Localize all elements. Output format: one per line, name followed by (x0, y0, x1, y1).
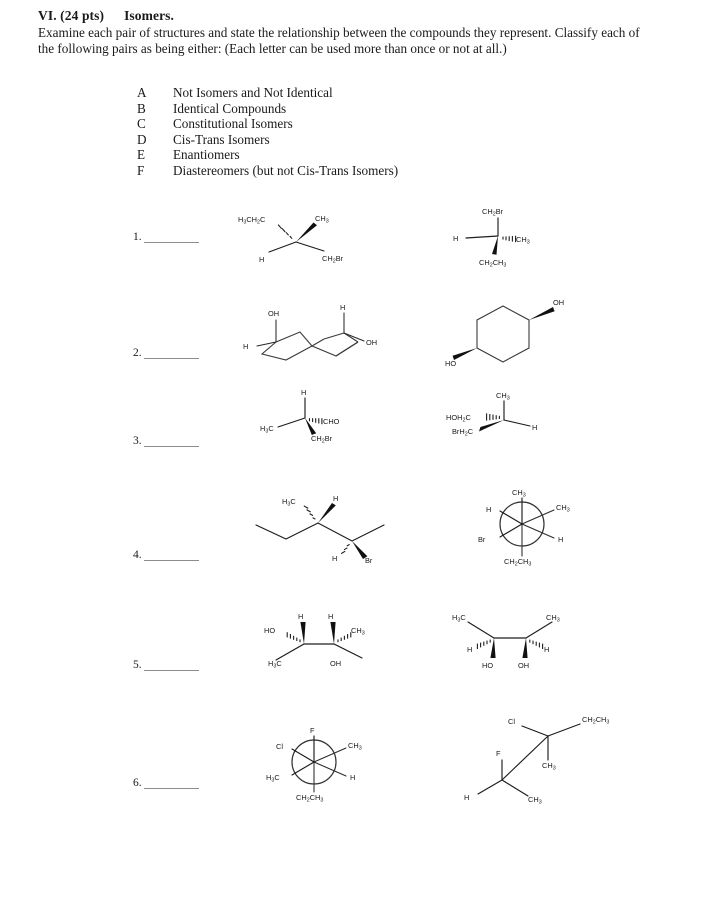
q3-left-label-ch2br: $CH_2Br$ (311, 434, 333, 445)
q5-right-label-h2: H (544, 645, 550, 654)
q1-left-label-ch2br: $CH_2Br$ (322, 254, 344, 265)
legend-item-f (137, 163, 567, 179)
legend-letter-c: C (137, 116, 146, 132)
legend-letter-d: D (137, 131, 147, 147)
page-title (38, 8, 658, 24)
section-number: VI. (38, 8, 57, 23)
q3-right-label-brh2c: BrH$_2$C (452, 427, 474, 438)
question-6-structure-left (252, 718, 392, 802)
q3-right-label-h: H (532, 423, 538, 432)
q3-left-label-cho: CHO (323, 417, 340, 426)
question-5-number: 5. (133, 659, 142, 671)
q3-right-label-methyl: $CH_3$ (496, 391, 510, 402)
q5-left-label-h2: H (328, 612, 334, 621)
q2-right-label-ho: HO (445, 359, 457, 368)
q5-right-label-methyl-upper: $H_3C$ (452, 613, 466, 624)
q4-left-label-h-wedge: H (333, 494, 339, 503)
question-2-structure-left (240, 296, 390, 366)
legend-item-d (137, 132, 567, 148)
header-block (38, 8, 658, 58)
question-5-answer-slot[interactable] (133, 660, 199, 671)
q6-right-label-h: H (464, 793, 470, 802)
q4-right-label-back-methyl: $CH_3$ (556, 503, 570, 514)
q1-right-label-methyl: $CH_3$ (516, 235, 530, 246)
q6-right-label-cl: Cl (508, 717, 515, 726)
q4-left-label-br: Br (365, 556, 373, 565)
legend-text-c: Constitutional Isomers (173, 116, 293, 132)
section-points: (24 pts) (60, 8, 105, 23)
question-1-blank[interactable] (144, 233, 199, 243)
question-4-blank[interactable] (144, 551, 199, 561)
q2-left-label-oh-axial: OH (268, 309, 280, 318)
q6-right-label-ethyl: $CH_2CH_3$ (582, 715, 610, 726)
legend-text-d: Cis-Trans Isomers (173, 131, 270, 147)
legend-text-b: Identical Compounds (173, 100, 287, 116)
question-3-number: 3. (133, 435, 142, 447)
q6-right-label-methyl-lower: $CH_3$ (528, 795, 542, 806)
q4-left-label-h-hash: H (332, 554, 338, 563)
question-4-number: 4. (133, 549, 142, 561)
q4-right-label-front-h: H (486, 505, 492, 514)
q5-left-label-h1: H (298, 612, 304, 621)
question-4-structure-right (460, 480, 600, 566)
question-3-structure-right (432, 388, 572, 450)
question-6-number: 6. (133, 777, 142, 789)
q4-right-label-back-ethyl: $CH_2CH_3$ (504, 557, 532, 568)
q5-left-label-methyl-lower: $H_3C$ (268, 659, 282, 670)
question-6-structure-right (462, 706, 642, 814)
legend-letter-b: B (137, 100, 146, 116)
q2-left-label-h-equatorial: H (243, 342, 249, 351)
question-6-answer-slot[interactable] (133, 778, 199, 789)
question-1-structure-left (236, 206, 366, 268)
q3-left-label-methyl: $H_3C$ (260, 424, 274, 435)
q6-left-label-front-cl: Cl (276, 742, 283, 751)
legend-letter-a: A (137, 85, 147, 100)
legend-text-e: Enantiomers (173, 147, 240, 163)
q1-right-label-h: H (453, 234, 459, 243)
question-4-structure-left (248, 487, 408, 565)
question-2-answer-slot[interactable] (133, 348, 199, 359)
q4-right-label-back-h: H (558, 535, 564, 544)
question-5-structure-right (438, 606, 578, 670)
q5-left-label-oh: OH (330, 659, 342, 668)
q1-right-label-ch2br: $CH_2Br$ (482, 207, 504, 218)
q3-left-label-h: H (301, 388, 307, 397)
q2-right-label-oh: OH (553, 298, 565, 307)
question-2-blank[interactable] (144, 349, 199, 359)
question-5-structure-left (246, 608, 386, 670)
q4-right-label-front-br: Br (478, 535, 486, 544)
legend-text-a: Not Isomers and Not Identical (173, 85, 333, 100)
q4-left-label-methyl: $H_3C$ (282, 497, 296, 508)
legend-letter-f: F (137, 162, 145, 178)
answer-legend (137, 85, 567, 179)
q4-right-label-front-methyl: $CH_3$ (512, 488, 526, 499)
instructions-text: Examine each pair of structures and state the relationship between the compounds they represent. Classify each of the following pairs as being either: (Each letter can be used more than once or not at all.) (38, 25, 640, 57)
legend-letter-e: E (137, 147, 146, 163)
q1-left-label-ethyl: $H_3CH_2C$ (238, 215, 266, 226)
q6-left-label-back-methyl: $CH_3$ (348, 741, 362, 752)
q5-right-label-h1: H (467, 645, 473, 654)
q6-right-label-f: F (496, 749, 501, 758)
legend-item-c (137, 116, 567, 132)
question-3-structure-left (245, 386, 375, 448)
q1-left-label-methyl: $CH_3$ (315, 214, 329, 225)
question-1-structure-right (446, 204, 566, 270)
q2-left-label-h-axial: H (340, 303, 346, 312)
q1-left-label-h: H (259, 255, 265, 264)
question-4-answer-slot[interactable] (133, 550, 199, 561)
question-1-number: 1. (133, 231, 142, 243)
q5-left-label-ho: HO (264, 626, 276, 635)
question-6-blank[interactable] (144, 779, 199, 789)
question-1-answer-slot[interactable] (133, 232, 199, 243)
q6-right-label-methyl-upper: $CH_3$ (542, 761, 556, 772)
q2-left-label-oh-equatorial: OH (366, 338, 378, 347)
legend-item-a (137, 85, 567, 101)
question-3-blank[interactable] (144, 437, 199, 447)
q3-right-label-hoh2c: $HOH_2C$ (446, 413, 471, 424)
q5-left-label-methyl: $CH_3$ (351, 626, 365, 637)
q6-left-label-front-f: F (310, 726, 315, 735)
q6-left-label-front-methyl: $H_3C$ (266, 773, 280, 784)
q6-left-label-back-h: H (350, 773, 356, 782)
section-topic: Isomers. (124, 8, 174, 23)
q5-right-label-methyl: $CH_3$ (546, 613, 560, 624)
legend-item-e (137, 147, 567, 163)
q5-right-label-oh: OH (518, 661, 530, 670)
legend-item-b (137, 101, 567, 117)
legend-text-f: Diastereomers (but not Cis-Trans Isomers) (173, 162, 399, 178)
q1-right-label-ethyl: $CH_2CH_3$ (479, 258, 507, 269)
question-5-blank[interactable] (144, 661, 199, 671)
question-3-answer-slot[interactable] (133, 436, 199, 447)
q5-right-label-ho: HO (482, 661, 494, 670)
question-2-number: 2. (133, 347, 142, 359)
q6-left-label-back-ethyl: $CH_2CH_3$ (296, 793, 324, 804)
question-2-structure-right (445, 290, 585, 368)
